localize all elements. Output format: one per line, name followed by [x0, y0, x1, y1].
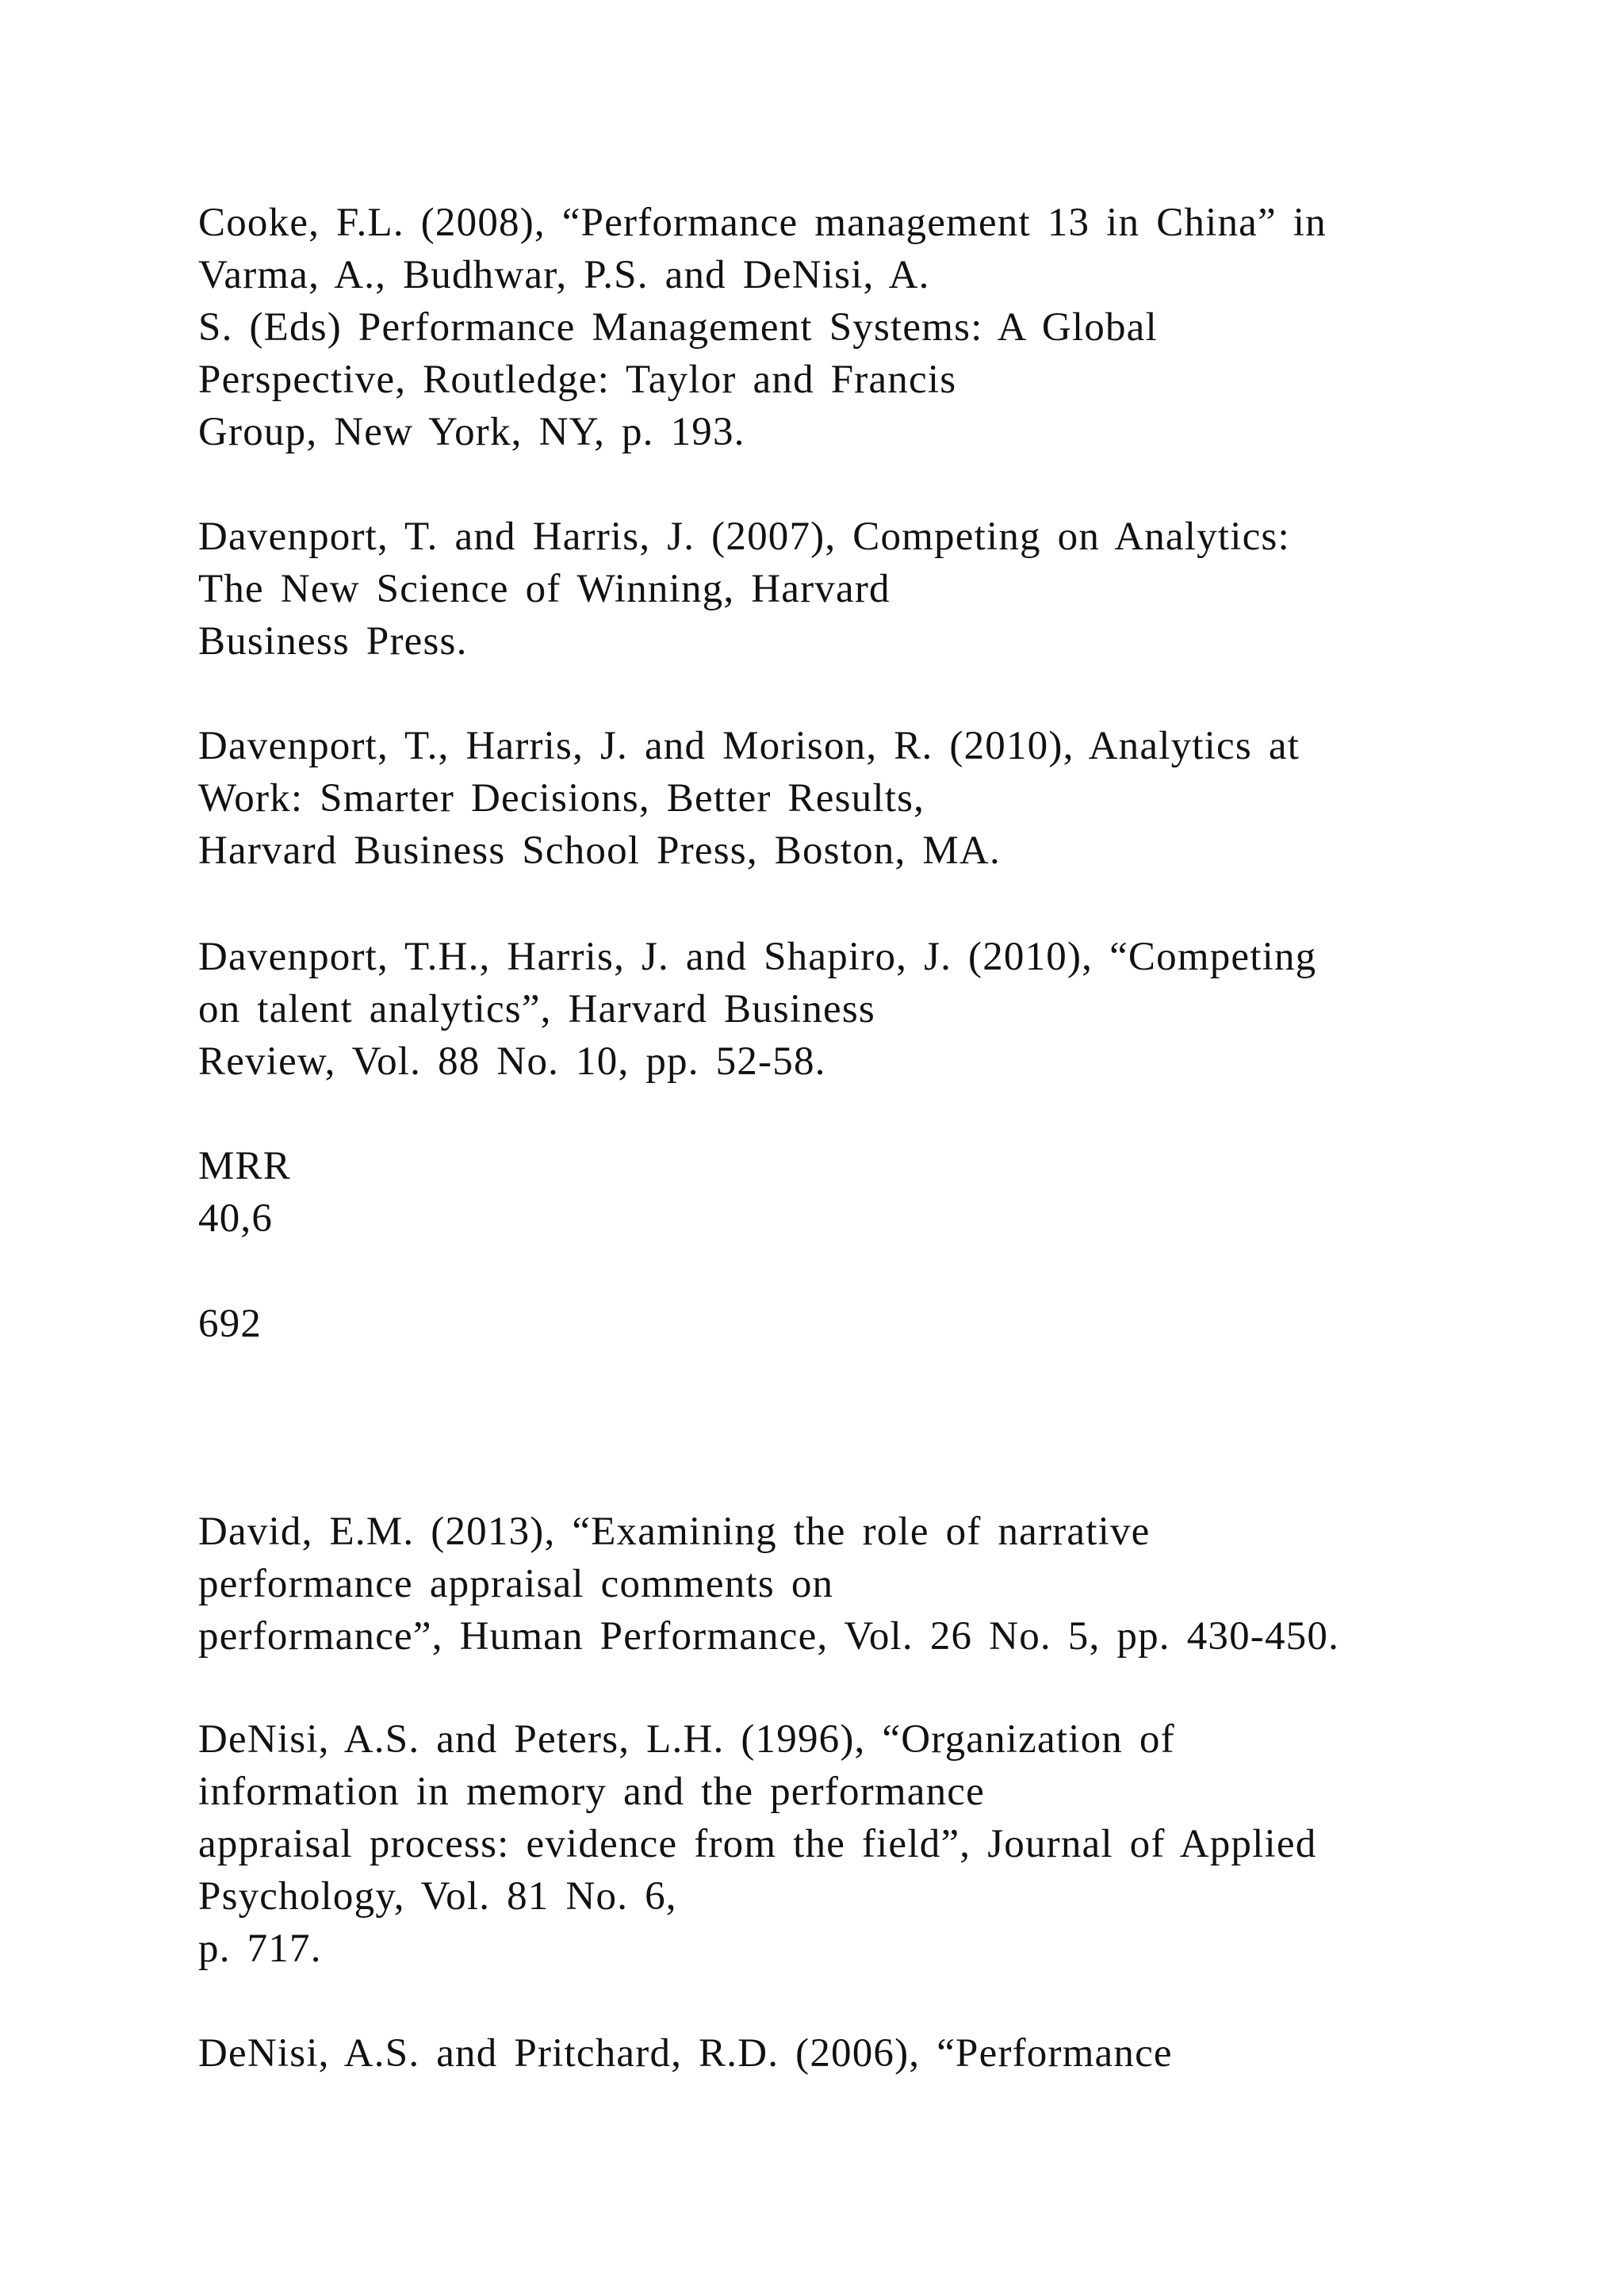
reference-line: The New Science of Winning, Harvard: [198, 567, 891, 611]
reference-line: performance appraisal comments on: [198, 1562, 834, 1606]
reference-line: information in memory and the performance: [198, 1770, 985, 1814]
reference-line: David, E.M. (2013), “Examining the role of narrative: [198, 1510, 1151, 1554]
reference-line: Davenport, T., Harris, J. and Morison, R. (2010), Analytics at: [198, 724, 1300, 768]
reference-line: Davenport, T. and Harris, J. (2007), Competing on Analytics:: [198, 515, 1290, 559]
reference-line: p. 717.: [198, 1927, 322, 1971]
reference-line: Perspective, Routledge: Taylor and Francis: [198, 358, 957, 402]
reference-line: Group, New York, NY, p. 193.: [198, 410, 745, 454]
reference-line: S. (Eds) Performance Management Systems: A Global: [198, 305, 1158, 350]
reference-line: Davenport, T.H., Harris, J. and Shapiro, J. (2010), “Competing: [198, 935, 1317, 979]
page-number: 692: [198, 1302, 262, 1346]
reference-line: Cooke, F.L. (2008), “Performance management 13 in China” in: [198, 201, 1327, 245]
reference-line: Psychology, Vol. 81 No. 6,: [198, 1874, 677, 1919]
reference-line: appraisal process: evidence from the field”, Journal of Applied: [198, 1822, 1317, 1866]
journal-name: MRR: [198, 1144, 291, 1188]
reference-line: Harvard Business School Press, Boston, MA.: [198, 828, 1001, 873]
reference-line: on talent analytics”, Harvard Business: [198, 987, 875, 1031]
reference-line: DeNisi, A.S. and Pritchard, R.D. (2006), “Performance: [198, 2031, 1173, 2076]
reference-line: Work: Smarter Decisions, Better Results,: [198, 776, 925, 821]
reference-line: performance”, Human Performance, Vol. 26 No. 5, pp. 430-450.: [198, 1614, 1340, 1659]
reference-line: Business Press.: [198, 619, 468, 664]
reference-line: Varma, A., Budhwar, P.S. and DeNisi, A.: [198, 253, 930, 297]
reference-line: Review, Vol. 88 No. 10, pp. 52-58.: [198, 1039, 826, 1084]
volume-issue: 40,6: [198, 1196, 274, 1241]
reference-line: DeNisi, A.S. and Peters, L.H. (1996), “Organization of: [198, 1717, 1175, 1762]
